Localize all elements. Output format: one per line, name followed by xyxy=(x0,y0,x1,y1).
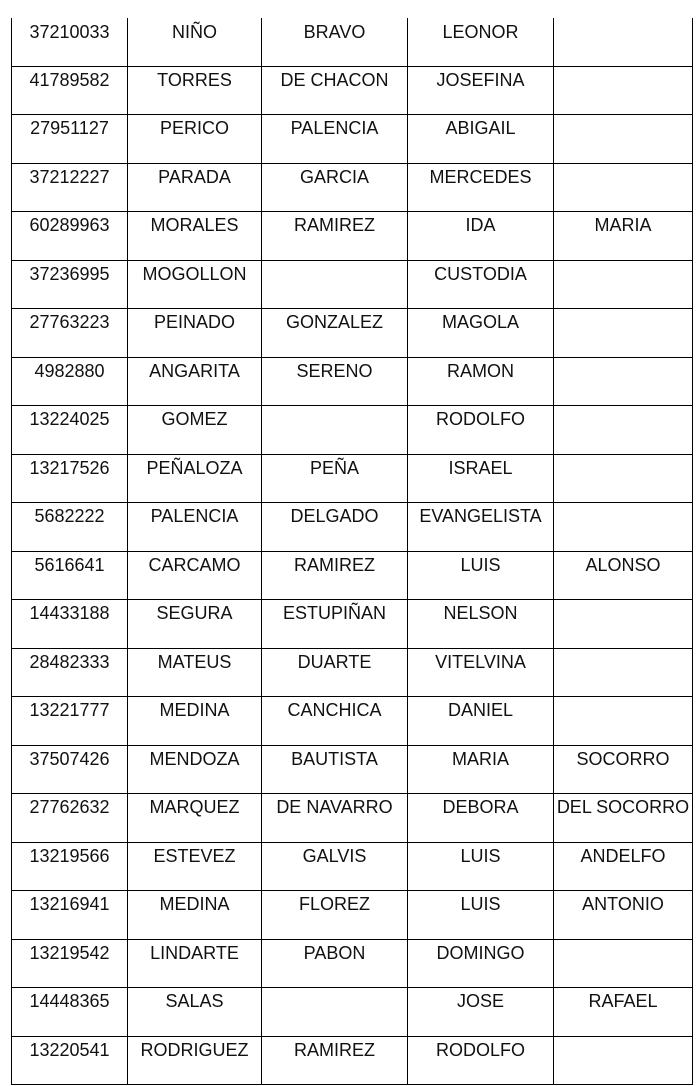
id-cell xyxy=(12,939,128,988)
first-surname-cell-text: PARADA xyxy=(158,166,231,187)
id-cell-text: 14448365 xyxy=(29,991,110,1011)
second-surname-cell-text: PEÑA xyxy=(309,457,360,478)
second-surname-cell-text: PALENCIA xyxy=(290,118,379,138)
first-surname-cell-text: MEDINA xyxy=(159,700,230,720)
first-surname-cell xyxy=(128,66,262,115)
id-cell xyxy=(12,309,128,358)
second-surname-cell xyxy=(262,503,408,552)
second-name-cell xyxy=(554,163,693,212)
id-cell-text: 13217526 xyxy=(29,457,110,478)
id-cell xyxy=(12,697,128,746)
table-row xyxy=(12,745,693,794)
second-name-cell xyxy=(554,697,693,746)
first-surname-cell-text: NIÑO xyxy=(172,22,217,42)
id-cell-text: 13220541 xyxy=(29,1039,110,1060)
second-name-cell xyxy=(554,600,693,649)
first-name-cell-text: RAMON xyxy=(447,360,514,381)
first-name-cell xyxy=(408,357,554,406)
table-row xyxy=(12,212,693,261)
second-surname-cell-text: RAMIREZ xyxy=(294,554,375,575)
second-surname-cell-text: DE CHACON xyxy=(280,69,389,90)
first-name-cell-text: CUSTODIA xyxy=(434,263,527,284)
second-surname-cell xyxy=(262,1036,408,1085)
first-surname-cell-text: PERICO xyxy=(159,118,229,138)
first-name-cell xyxy=(408,794,554,843)
table-row xyxy=(12,551,693,600)
first-surname-cell xyxy=(128,163,262,212)
first-surname-cell-text: MEDINA xyxy=(159,894,230,914)
first-surname-cell xyxy=(128,551,262,600)
table-row xyxy=(12,842,693,891)
second-surname-cell-text: DELGADO xyxy=(290,506,379,526)
first-surname-cell-text: PEINADO xyxy=(153,312,236,332)
first-name-cell-text: DOMINGO xyxy=(436,942,525,963)
table-row xyxy=(12,939,693,988)
second-name-cell-text: ANTONIO xyxy=(582,894,664,914)
first-surname-cell xyxy=(128,697,262,746)
first-name-cell xyxy=(408,503,554,552)
second-surname-cell-text: GALVIS xyxy=(302,845,367,866)
document-page xyxy=(11,18,692,1085)
second-name-cell xyxy=(554,939,693,988)
table-row xyxy=(12,988,693,1037)
second-name-cell xyxy=(554,260,693,309)
first-surname-cell-text: TORRES xyxy=(157,69,232,90)
id-cell xyxy=(12,648,128,697)
id-cell-text: 27762632 xyxy=(29,797,110,817)
second-surname-cell-text: BRAVO xyxy=(303,22,366,42)
second-name-cell xyxy=(554,406,693,455)
second-name-cell xyxy=(554,648,693,697)
first-name-cell xyxy=(408,454,554,503)
second-surname-cell-text: FLOREZ xyxy=(298,894,370,914)
first-name-cell xyxy=(408,212,554,261)
table-row xyxy=(12,794,693,843)
first-name-cell xyxy=(408,66,554,115)
first-surname-cell xyxy=(128,212,262,261)
first-surname-cell-text: SEGURA xyxy=(156,603,233,623)
first-surname-cell xyxy=(128,115,262,164)
second-surname-cell xyxy=(262,454,408,503)
second-name-cell xyxy=(554,18,693,66)
first-surname-cell xyxy=(128,357,262,406)
second-name-cell xyxy=(554,503,693,552)
first-name-cell-text: LUIS xyxy=(460,894,501,914)
first-surname-cell-text: MOGOLLON xyxy=(142,263,247,284)
first-surname-cell-text: SALAS xyxy=(165,991,224,1011)
id-cell-text: 13216941 xyxy=(29,894,110,914)
id-cell xyxy=(12,115,128,164)
first-surname-cell xyxy=(128,842,262,891)
id-cell xyxy=(12,988,128,1037)
first-name-cell xyxy=(408,309,554,358)
first-name-cell-text: JOSE xyxy=(456,991,504,1011)
table-row xyxy=(12,1036,693,1085)
id-cell-text: 37507426 xyxy=(29,748,110,769)
second-name-cell-text: DEL SOCORRO xyxy=(556,797,690,817)
id-cell xyxy=(12,600,128,649)
table-row xyxy=(12,260,693,309)
id-cell xyxy=(12,891,128,940)
first-name-cell xyxy=(408,260,554,309)
second-surname-cell xyxy=(262,260,408,309)
second-surname-cell xyxy=(262,745,408,794)
first-name-cell xyxy=(408,18,554,66)
first-surname-cell-text: MENDOZA xyxy=(149,748,240,769)
second-surname-cell-text: PABON xyxy=(303,942,366,963)
first-name-cell xyxy=(408,163,554,212)
first-surname-cell-text: MORALES xyxy=(150,215,239,235)
first-surname-cell xyxy=(128,18,262,66)
first-surname-cell-text: ESTEVEZ xyxy=(153,845,236,866)
second-surname-cell xyxy=(262,551,408,600)
second-name-cell xyxy=(554,66,693,115)
first-name-cell xyxy=(408,406,554,455)
table-row xyxy=(12,648,693,697)
second-surname-cell xyxy=(262,648,408,697)
second-surname-cell xyxy=(262,697,408,746)
second-name-cell xyxy=(554,891,693,940)
first-name-cell-text: DANIEL xyxy=(447,700,514,720)
first-name-cell-text: DEBORA xyxy=(442,797,519,817)
second-name-cell xyxy=(554,115,693,164)
second-name-cell xyxy=(554,1036,693,1085)
first-name-cell-text: RODOLFO xyxy=(435,409,525,429)
second-surname-cell xyxy=(262,115,408,164)
second-surname-cell xyxy=(262,18,408,66)
second-surname-cell xyxy=(262,212,408,261)
first-surname-cell xyxy=(128,1036,262,1085)
second-surname-cell-text: SERENO xyxy=(296,360,373,381)
id-cell-text: 27763223 xyxy=(29,312,110,332)
second-surname-cell xyxy=(262,163,408,212)
second-surname-cell-text: BAUTISTA xyxy=(291,748,378,769)
id-cell-text: 27951127 xyxy=(30,118,109,138)
second-surname-cell-text: RAMIREZ xyxy=(294,1039,375,1060)
first-surname-cell xyxy=(128,260,262,309)
table-row xyxy=(12,600,693,649)
id-cell-text: 4982880 xyxy=(34,360,105,381)
id-cell xyxy=(12,794,128,843)
first-surname-cell xyxy=(128,454,262,503)
first-name-cell-text: ABIGAIL xyxy=(445,118,516,138)
first-name-cell-text: MERCEDES xyxy=(429,166,532,187)
first-surname-cell xyxy=(128,600,262,649)
first-surname-cell-text: RODRIGUEZ xyxy=(140,1039,249,1060)
second-name-cell-text: ANDELFO xyxy=(580,845,666,866)
id-cell-text: 13219566 xyxy=(29,845,110,866)
second-name-cell-text xyxy=(554,18,692,19)
id-cell xyxy=(12,406,128,455)
first-surname-cell xyxy=(128,309,262,358)
first-name-cell-text: VITELVINA xyxy=(435,651,526,672)
id-cell xyxy=(12,18,128,66)
first-surname-cell-text: MARQUEZ xyxy=(149,797,240,817)
first-name-cell-text: LEONOR xyxy=(442,22,519,42)
id-cell xyxy=(12,357,128,406)
second-name-cell-text: ALONSO xyxy=(585,554,661,575)
id-cell-text: 37210033 xyxy=(29,22,110,42)
first-name-cell xyxy=(408,745,554,794)
id-cell-text: 37236995 xyxy=(29,263,110,284)
table-row xyxy=(12,357,693,406)
first-surname-cell-text: PALENCIA xyxy=(150,506,239,526)
first-name-cell xyxy=(408,939,554,988)
id-cell xyxy=(12,454,128,503)
first-surname-cell xyxy=(128,406,262,455)
first-name-cell-text: IDA xyxy=(465,215,496,235)
table-row xyxy=(12,163,693,212)
second-surname-cell-text: GONZALEZ xyxy=(285,312,383,332)
roster-table-body xyxy=(12,18,693,1085)
id-cell-text: 60289963 xyxy=(29,215,110,235)
table-row xyxy=(12,697,693,746)
second-surname-cell xyxy=(262,406,408,455)
second-surname-cell xyxy=(262,794,408,843)
id-cell xyxy=(12,551,128,600)
table-row xyxy=(12,503,693,552)
roster-table xyxy=(11,18,693,1085)
id-cell-text: 13224025 xyxy=(29,409,110,429)
first-name-cell xyxy=(408,115,554,164)
first-name-cell-text: LUIS xyxy=(460,554,501,575)
first-surname-cell-text: CARCAMO xyxy=(148,554,241,575)
table-row xyxy=(12,66,693,115)
id-cell xyxy=(12,66,128,115)
second-name-cell-text: MARIA xyxy=(594,215,652,235)
first-surname-cell-text: ANGARITA xyxy=(149,360,240,381)
first-surname-cell xyxy=(128,891,262,940)
second-surname-cell xyxy=(262,66,408,115)
first-surname-cell-text: GOMEZ xyxy=(161,409,228,429)
first-name-cell-text: ISRAEL xyxy=(448,457,513,478)
first-name-cell-text: RODOLFO xyxy=(435,1039,525,1060)
first-surname-cell xyxy=(128,648,262,697)
second-surname-cell xyxy=(262,309,408,358)
first-name-cell xyxy=(408,891,554,940)
first-surname-cell-text: PEÑALOZA xyxy=(146,457,243,478)
table-row xyxy=(12,18,693,66)
id-cell-text: 13219542 xyxy=(29,942,110,963)
second-name-cell xyxy=(554,745,693,794)
id-cell xyxy=(12,842,128,891)
second-name-cell xyxy=(554,551,693,600)
first-name-cell xyxy=(408,1036,554,1085)
first-surname-cell xyxy=(128,794,262,843)
first-surname-cell-text: MATEUS xyxy=(157,651,232,672)
id-cell-text: 14433188 xyxy=(29,603,110,623)
first-name-cell-text: JOSEFINA xyxy=(436,69,525,90)
first-name-cell-text: EVANGELISTA xyxy=(419,506,542,526)
first-surname-cell xyxy=(128,939,262,988)
second-surname-cell xyxy=(262,891,408,940)
id-cell-text: 5616641 xyxy=(34,554,105,575)
second-surname-cell xyxy=(262,988,408,1037)
second-surname-cell xyxy=(262,939,408,988)
first-name-cell xyxy=(408,697,554,746)
second-surname-cell-text: GARCIA xyxy=(299,166,369,187)
id-cell-text: 28482333 xyxy=(29,651,110,672)
first-name-cell-text: NELSON xyxy=(443,603,518,623)
id-cell-text: 37212227 xyxy=(29,166,110,187)
first-surname-cell xyxy=(128,745,262,794)
second-name-cell xyxy=(554,309,693,358)
second-name-cell xyxy=(554,794,693,843)
second-name-cell xyxy=(554,212,693,261)
id-cell-text: 13221777 xyxy=(29,700,110,720)
first-surname-cell xyxy=(128,988,262,1037)
id-cell-text: 41789582 xyxy=(29,69,110,90)
id-cell xyxy=(12,212,128,261)
second-surname-cell-text: DUARTE xyxy=(297,651,372,672)
table-row xyxy=(12,406,693,455)
first-name-cell-text: MAGOLA xyxy=(441,312,520,332)
second-surname-cell-text: CANCHICA xyxy=(287,700,382,720)
second-name-cell xyxy=(554,842,693,891)
second-surname-cell xyxy=(262,600,408,649)
table-row xyxy=(12,115,693,164)
second-surname-cell-text: RAMIREZ xyxy=(294,215,375,235)
first-surname-cell-text: LINDARTE xyxy=(150,942,239,963)
second-surname-cell xyxy=(262,357,408,406)
table-row xyxy=(12,891,693,940)
table-row xyxy=(12,309,693,358)
first-name-cell xyxy=(408,842,554,891)
first-name-cell xyxy=(408,600,554,649)
id-cell xyxy=(12,503,128,552)
second-surname-cell xyxy=(262,842,408,891)
first-name-cell xyxy=(408,988,554,1037)
second-surname-cell-text: ESTUPIÑAN xyxy=(282,603,387,623)
id-cell xyxy=(12,745,128,794)
first-name-cell-text: LUIS xyxy=(460,845,501,866)
first-name-cell xyxy=(408,551,554,600)
first-name-cell xyxy=(408,648,554,697)
id-cell xyxy=(12,163,128,212)
first-name-cell-text: MARIA xyxy=(451,748,509,769)
second-name-cell-text: RAFAEL xyxy=(588,991,658,1011)
first-surname-cell xyxy=(128,503,262,552)
second-name-cell xyxy=(554,454,693,503)
id-cell xyxy=(12,1036,128,1085)
second-name-cell xyxy=(554,988,693,1037)
id-cell xyxy=(12,260,128,309)
second-surname-cell-text: DE NAVARRO xyxy=(276,797,393,817)
table-row xyxy=(12,454,693,503)
second-name-cell-text: SOCORRO xyxy=(576,748,670,769)
id-cell-text: 5682222 xyxy=(34,506,105,526)
second-name-cell xyxy=(554,357,693,406)
